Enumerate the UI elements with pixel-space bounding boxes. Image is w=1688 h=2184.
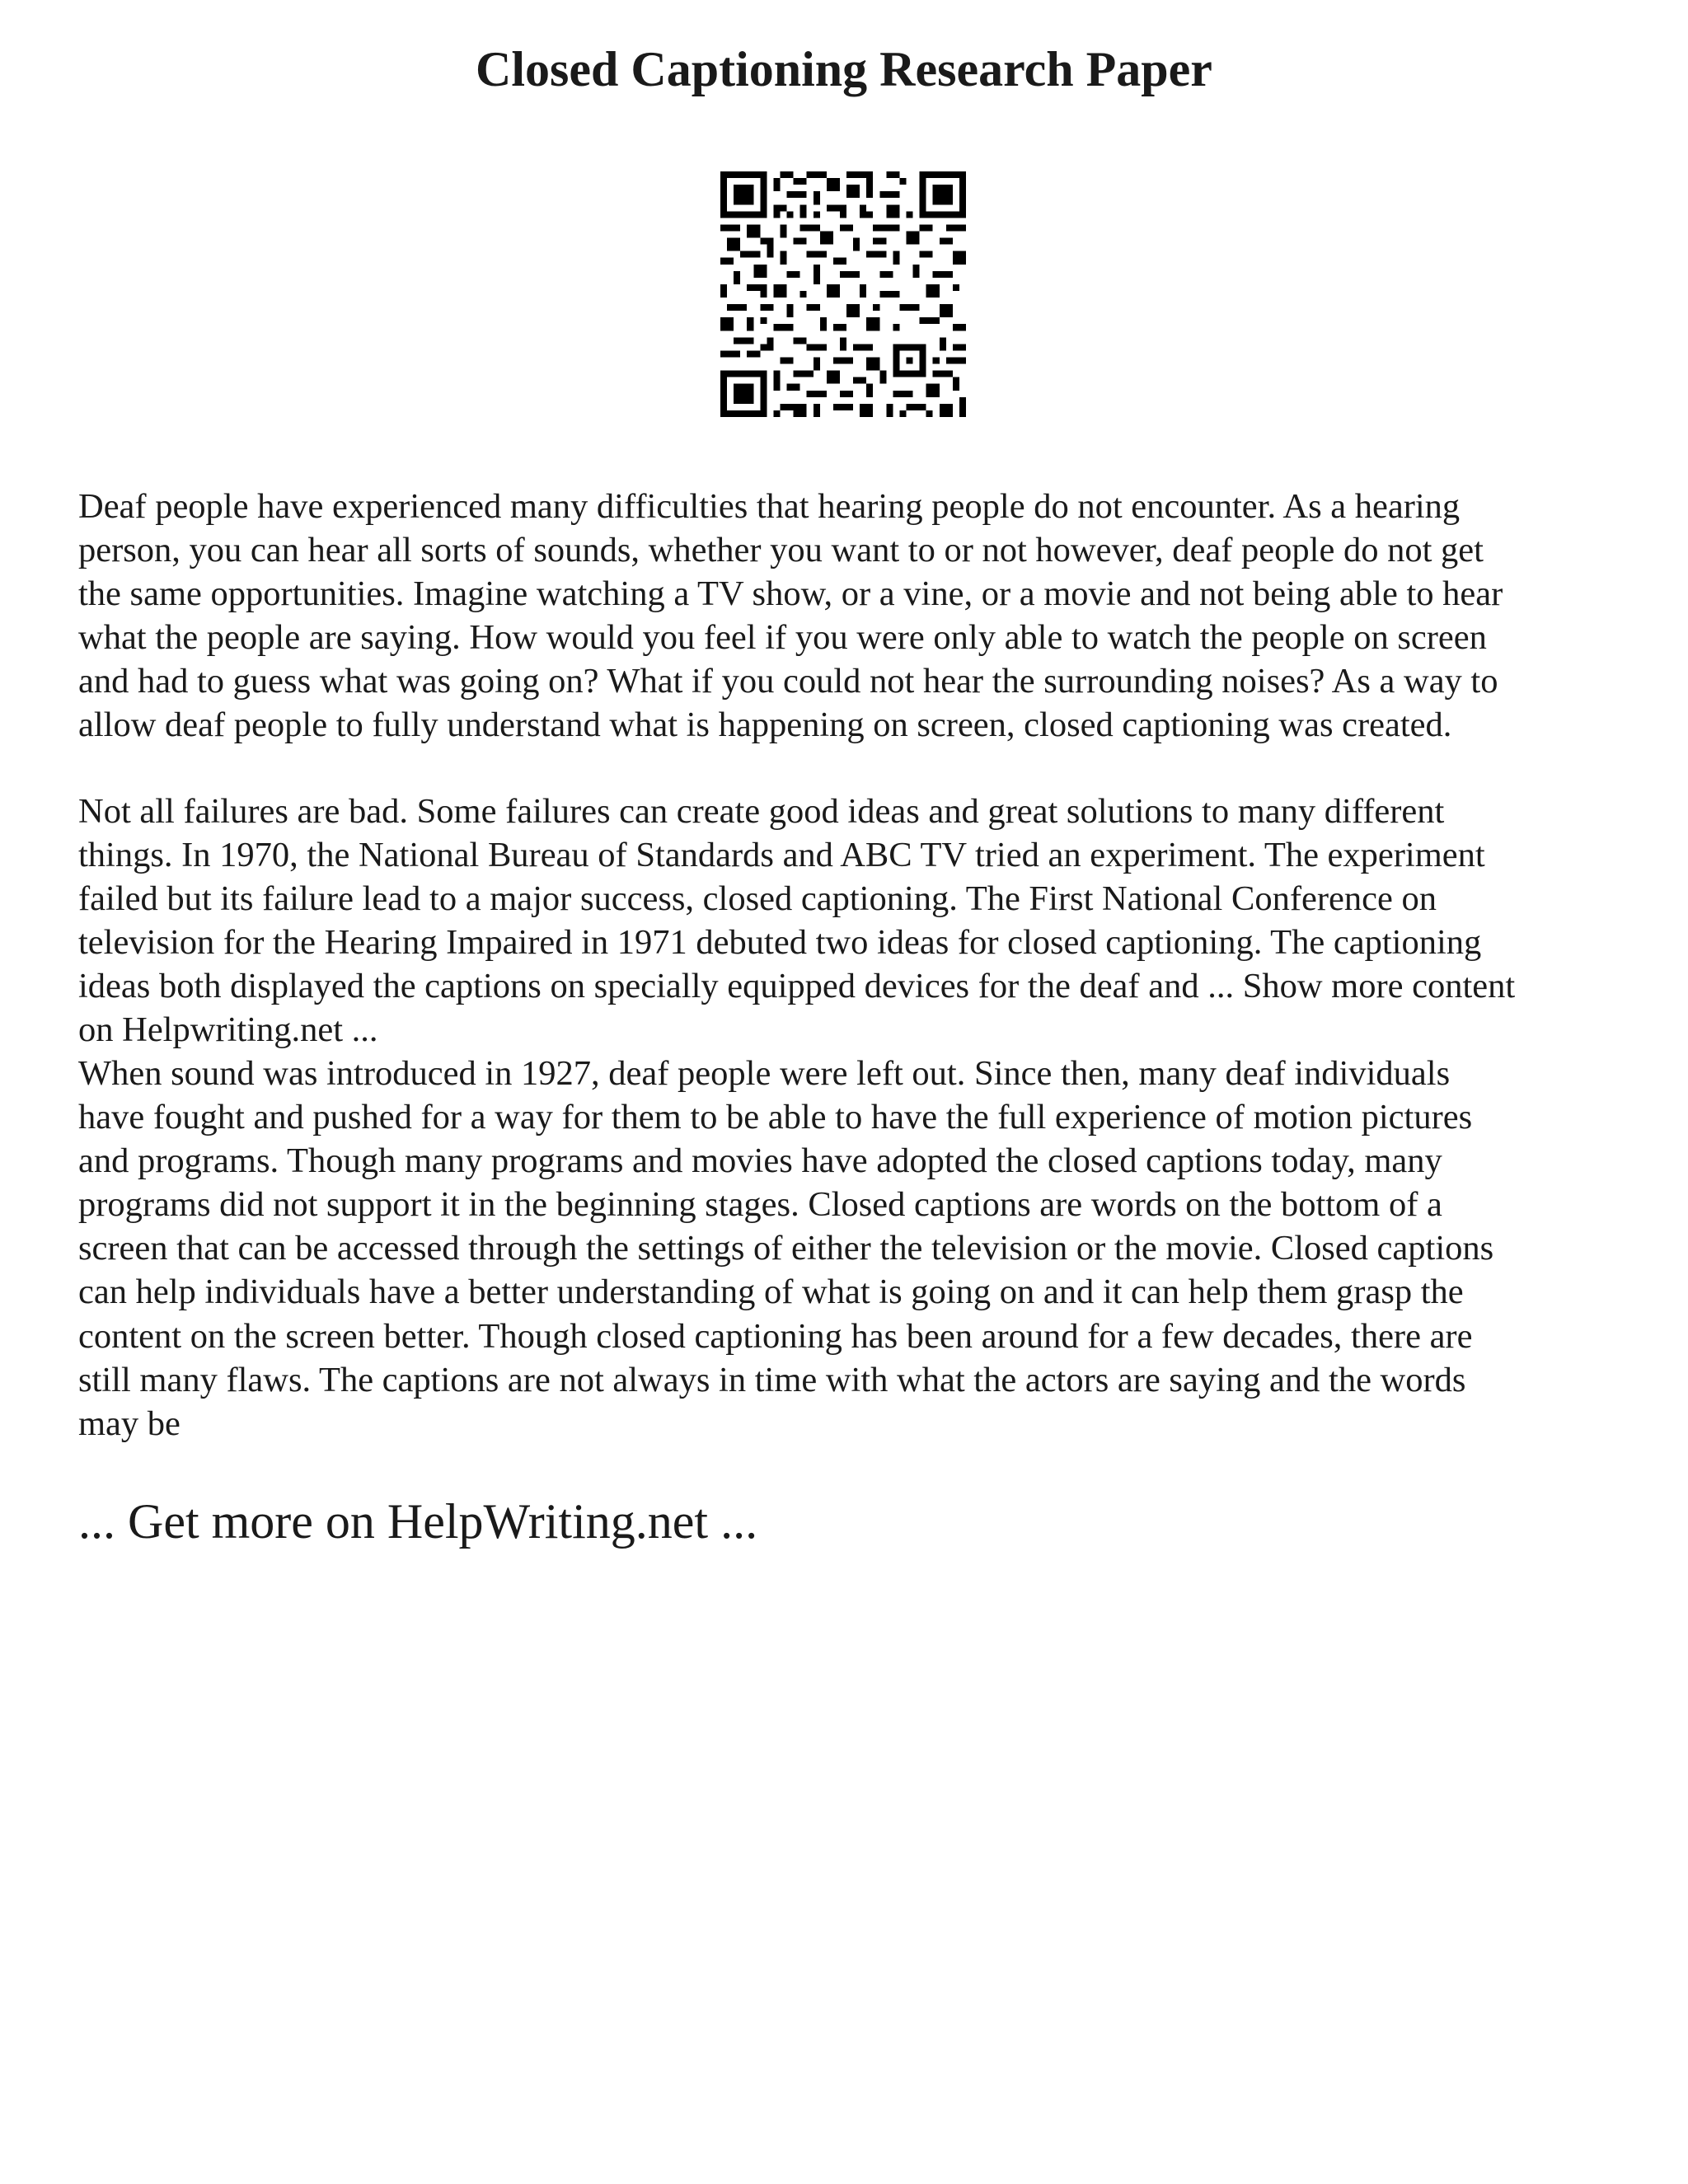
paragraph-line: and programs. Though many programs and movies have adopted the closed captions today, many <box>78 1141 1442 1181</box>
paragraph-line: content on the screen better. Though closed captioning has been around for a few decades, there are <box>78 1316 1473 1356</box>
paragraph-line: ideas both displayed the captions on specially equipped devices for the deaf and ... Show more content <box>78 967 1516 1006</box>
paragraph-3 <box>78 1052 1628 1446</box>
paragraph-line: person, you can hear all sorts of sounds, whether you want to or not however, deaf people do not get <box>78 531 1484 570</box>
paragraph-line: television for the Hearing Impaired in 1971 debuted two ideas for closed captioning. The captioning <box>78 923 1482 963</box>
paragraph-line: failed but its failure lead to a major success, closed captioning. The First National Conference on <box>78 879 1437 919</box>
paragraph-line: have fought and pushed for a way for them to be able to have the full experience of motion pictures <box>78 1098 1473 1137</box>
paragraph-line: and had to guess what was going on? What if you could not hear the surrounding noises? As a way to <box>78 662 1498 701</box>
qr-code-icon <box>720 171 966 417</box>
paragraph-line: programs did not support it in the beginning stages. Closed captions are words on the bottom of a <box>78 1185 1442 1225</box>
paragraph-2 <box>78 790 1628 1052</box>
paragraph-line: Not all failures are bad. Some failures can create good ideas and great solutions to many different <box>78 792 1445 831</box>
get-more-link[interactable]: ... Get more on HelpWriting.net ... <box>78 1494 758 1549</box>
paragraph-line: When sound was introduced in 1927, deaf people were left out. Since then, many deaf individuals <box>78 1054 1451 1093</box>
paragraph-line: on Helpwriting.net ... <box>78 1010 378 1050</box>
paragraph-line: still many flaws. The captions are not always in time with what the actors are saying and the words <box>78 1360 1466 1399</box>
paragraph-line: screen that can be accessed through the settings of either the television or the movie. Closed captions <box>78 1229 1494 1268</box>
paragraph-line: the same opportunities. Imagine watching a TV show, or a vine, or a movie and not being able to hear <box>78 574 1503 614</box>
page-title: Closed Captioning Research Paper <box>476 42 1212 96</box>
paragraph-1 <box>78 485 1628 748</box>
paragraph-line: can help individuals have a better understanding of what is going on and it can help them grasp the <box>78 1272 1464 1312</box>
paragraph-line: allow deaf people to fully understand what is happening on screen, closed captioning was created. <box>78 705 1452 745</box>
paragraph-line: what the people are saying. How would you feel if you were only able to watch the people on screen <box>78 618 1487 658</box>
paragraph-line: things. In 1970, the National Bureau of Standards and ABC TV tried an experiment. The experiment <box>78 836 1485 875</box>
paragraph-line: Deaf people have experienced many difficulties that hearing people do not encounter. As a hearing <box>78 487 1461 526</box>
paragraph-line: may be <box>78 1404 181 1443</box>
